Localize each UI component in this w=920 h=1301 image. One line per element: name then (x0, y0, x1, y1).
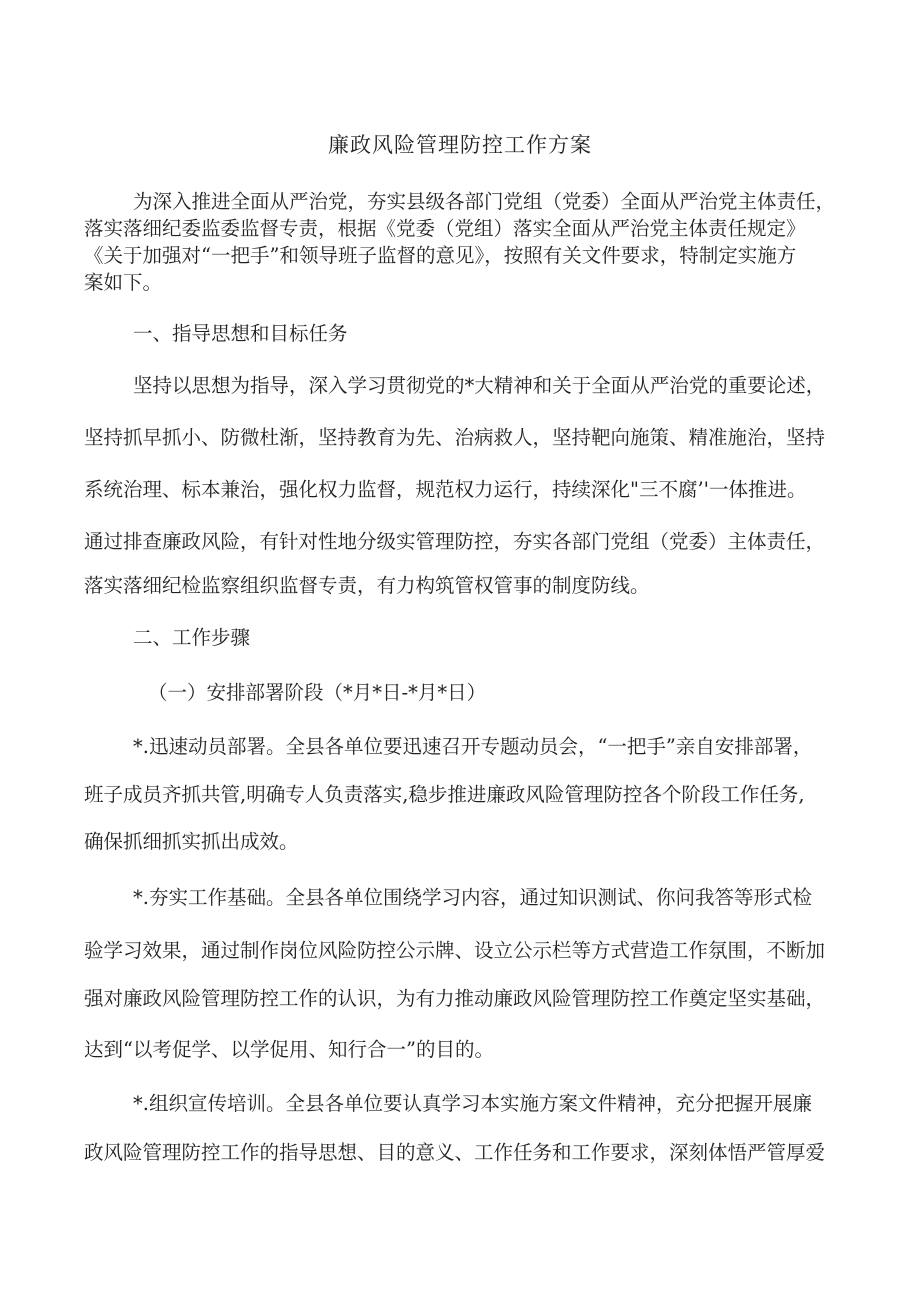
intro-line: 落实落细纪委监委监督专责，根据《党委（党组）落实全面从严治党主体责任规定》 (84, 217, 806, 240)
paragraph-line: 通过排查廉政风险，有针对性地分级实管理防控，夯实各部门党组（党委）主体责任， (84, 530, 826, 553)
paragraph-line: *.迅速动员部署。全县各单位要迅速召开专题动员会，“一把手”亲自安排部署， (133, 735, 813, 758)
paragraph-line: 落实落细纪检监察组织监督专责，有力构筑管权管事的制度防线。 (84, 574, 650, 597)
intro-line: 案如下。 (84, 271, 163, 294)
paragraph-line: 班子成员齐抓共管,明确专人负责落实,稳步推进廉政风险管理防控各个阶段工作任务, (84, 783, 805, 806)
paragraph-line: 政风险管理防控工作的指导思想、目的意义、工作任务和工作要求，深刻体悟严管厚爱 (84, 1141, 826, 1164)
section-heading-guiding-ideology: 一、指导思想和目标任务 (133, 322, 348, 345)
paragraph-line: 坚持以思想为指导，深入学习贯彻党的*大精神和关于全面从严治党的重要论述， (133, 374, 826, 397)
paragraph-line: *.夯实工作基础。全县各单位围绕学习内容，通过知识测试、你问我答等形式检 (133, 886, 812, 909)
intro-line: 为深入推进全面从严治党，夯实县级各部门党组（党委）全面从严治党主体责任， (133, 190, 836, 213)
paragraph-line: 强对廉政风险管理防控工作的认识，为有力推动廉政风险管理防控工作奠定坚实基础， (84, 987, 826, 1010)
paragraph-line: 达到“以考促学、以学促用、知行合一”的目的。 (84, 1038, 494, 1061)
document-title: 廉政风险管理防控工作方案 (328, 133, 592, 157)
paragraph-line: *.组织宣传培训。全县各单位要认真学习本实施方案文件精神，充分把握开展廉 (133, 1092, 812, 1115)
intro-line: 《关于加强对“一把手”和领导班子监督的意见》，按照有关文件要求，特制定实施方 (84, 244, 797, 267)
paragraph-line: 坚持抓早抓小、防微杜渐，坚持教育为先、治病救人，坚持靶向施策、精准施治，坚持 (84, 426, 826, 449)
section-heading-work-steps: 二、工作步骤 (133, 626, 251, 649)
paragraph-line: 验学习效果，通过制作岗位风险防控公示牌、设立公示栏等方式营造工作氛围，不断加 (84, 939, 826, 962)
subsection-heading-deployment-stage: （一）安排部署阶段（*月*日-*月*日） (148, 681, 487, 704)
paragraph-line: 确保抓细抓实抓出成效。 (84, 830, 299, 853)
paragraph-line: 系统治理、标本兼治，强化权力监督，规范权力运行，持续深化"三不腐’'一体推进。 (84, 478, 807, 501)
